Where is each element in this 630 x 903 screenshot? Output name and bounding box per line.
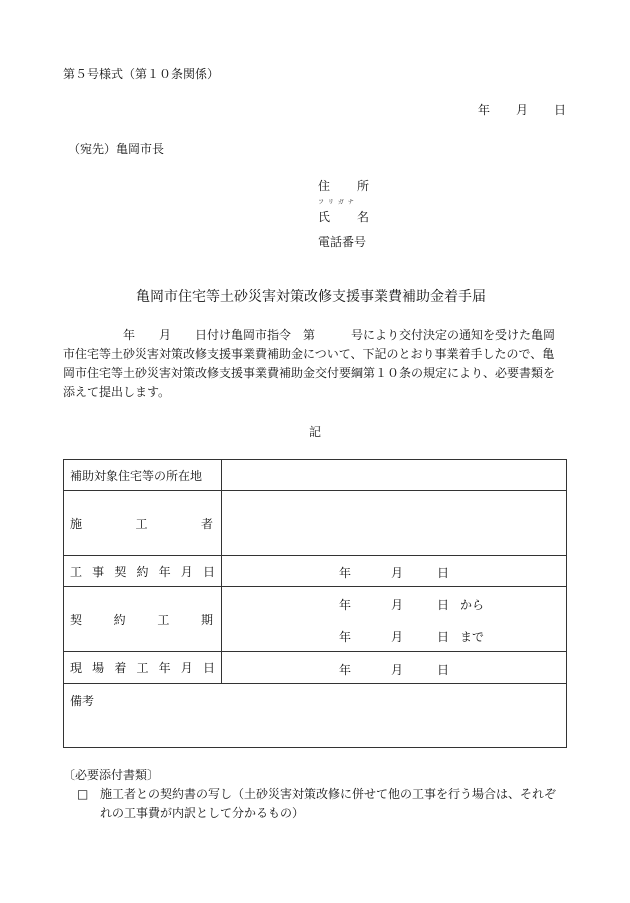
contractor-label: 施 工 者 — [70, 516, 213, 531]
body-line-4: 添えて提出します。 — [63, 385, 171, 399]
until-text: まで — [460, 630, 485, 644]
contract-date-value[interactable]: 年 月 日 — [222, 556, 567, 587]
contract-date-label: 工 事 契 約 年 月 日 — [70, 564, 215, 579]
furigana-label: フ リ ガ ナ — [318, 199, 355, 206]
body-line-1: 年 月 日付け亀岡市指令 第 号により交付決定の通知を受けた亀岡 — [63, 328, 556, 342]
attachment-item-line-2: れの工事費が内訳として分かるもの） — [100, 806, 305, 820]
period-from-line: 年 月 日 から — [339, 598, 485, 612]
location-value[interactable] — [222, 460, 567, 491]
contract-period-value[interactable] — [222, 587, 567, 652]
start-date-label: 現 場 着 工 年 月 日 — [70, 661, 215, 675]
contractor-value[interactable] — [222, 491, 567, 556]
document-title: 亀岡市住宅等土砂災害対策改修支援事業費補助金着手届 — [136, 289, 486, 305]
remarks-label: 備考 — [70, 694, 95, 708]
remarks-cell[interactable] — [64, 684, 567, 748]
location-label: 補助対象住宅等の所在地 — [70, 468, 203, 483]
detail-table — [63, 459, 567, 748]
row-start-date — [64, 652, 567, 684]
name-label-2: 名 — [357, 210, 370, 224]
date-month: 月 — [516, 103, 529, 117]
date-day: 日 — [554, 103, 567, 117]
row-contract-date — [64, 556, 567, 587]
period-label: 契 約 工 期 — [70, 612, 213, 627]
attachment-item-line-1: 施工者との契約書の写し（土砂災害対策改修に併せて他の工事を行う場合は、それぞ — [100, 787, 557, 801]
ki-heading: 記 — [309, 425, 322, 439]
body-line-3: 岡市住宅等土砂災害対策改修支援事業費補助金交付要綱第１０条の規定により、必要書類を — [63, 366, 556, 380]
addressee: （宛先）亀岡市長 — [68, 142, 165, 156]
address-label-2: 所 — [357, 179, 370, 193]
body-line-2: 市住宅等土砂災害対策改修支援事業費補助金について、下記のとおり事業着手したので、亀 — [63, 347, 555, 361]
attachment-checkbox[interactable]: □ — [77, 787, 89, 801]
row-contractor — [64, 491, 567, 556]
phone-label: 電話番号 — [318, 235, 367, 249]
row-contract-period — [64, 587, 567, 652]
row-remarks — [64, 684, 567, 748]
address-label-1: 住 — [318, 179, 331, 193]
attachments-heading: 〔必要添付書類〕 — [63, 768, 160, 782]
form-number: 第５号様式（第１０条関係） — [63, 67, 220, 81]
start-date-value[interactable]: 年 月 日 — [222, 652, 567, 684]
row-location — [64, 460, 567, 491]
date-year: 年 — [478, 103, 491, 117]
name-label-1: 氏 — [318, 210, 331, 224]
period-until-line: 年 月 日 まで — [339, 630, 485, 644]
from-text: から — [460, 598, 485, 612]
